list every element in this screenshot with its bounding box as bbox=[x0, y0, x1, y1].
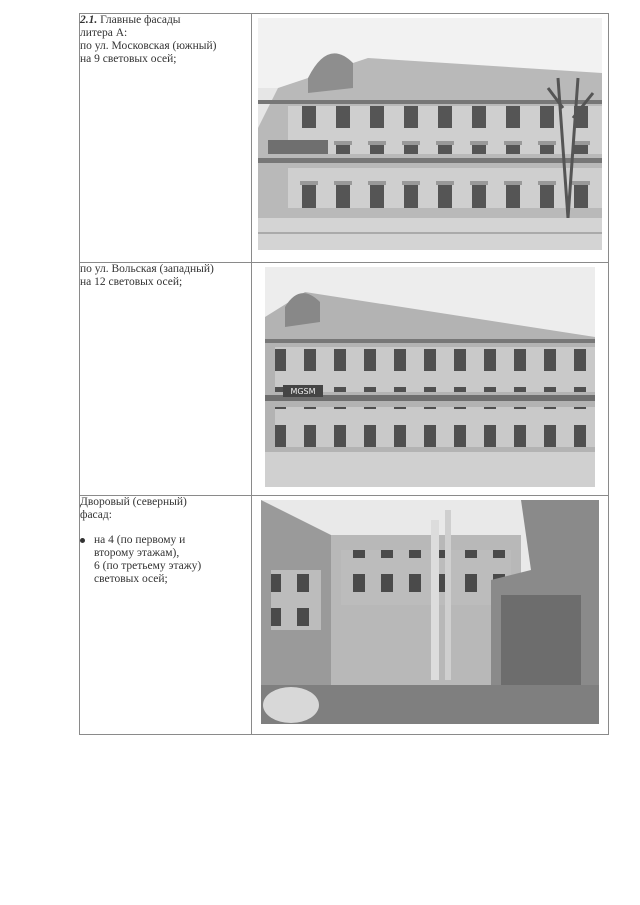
section-heading: 2.1. Главные фасады bbox=[80, 14, 181, 26]
description-line: фасад: bbox=[80, 509, 112, 521]
description-line: по ул. Вольская (западный) bbox=[80, 263, 214, 275]
description-line: на 12 световых осей; bbox=[80, 276, 183, 288]
description-line: Дворовый (северный) bbox=[80, 496, 187, 508]
facade-description-cell bbox=[80, 496, 252, 735]
description-line: на 9 световых осей; bbox=[80, 53, 177, 65]
bullet-list bbox=[80, 534, 251, 586]
bullet-icon bbox=[80, 538, 85, 543]
table-row bbox=[80, 14, 609, 263]
list-item: на 4 (по первому и второму этажам), 6 (по третьему этажу) световых осей; bbox=[80, 534, 251, 586]
facade-photo-south bbox=[258, 18, 602, 250]
facade-description-cell bbox=[80, 14, 252, 263]
shop-sign-text: MGSM bbox=[290, 387, 316, 396]
table-row bbox=[80, 496, 609, 735]
table-row bbox=[80, 263, 609, 496]
facade-photo-west bbox=[265, 267, 595, 487]
facade-photo-north bbox=[261, 500, 599, 724]
section-number: 2.1. bbox=[80, 14, 98, 26]
facade-photo-cell bbox=[252, 14, 609, 263]
facade-table bbox=[79, 13, 609, 735]
description-line: по ул. Московская (южный) bbox=[80, 40, 217, 52]
description-line: литера А: bbox=[80, 27, 128, 39]
facade-description-cell bbox=[80, 263, 252, 496]
facade-photo-cell bbox=[252, 496, 609, 735]
facade-photo-cell bbox=[252, 263, 609, 496]
